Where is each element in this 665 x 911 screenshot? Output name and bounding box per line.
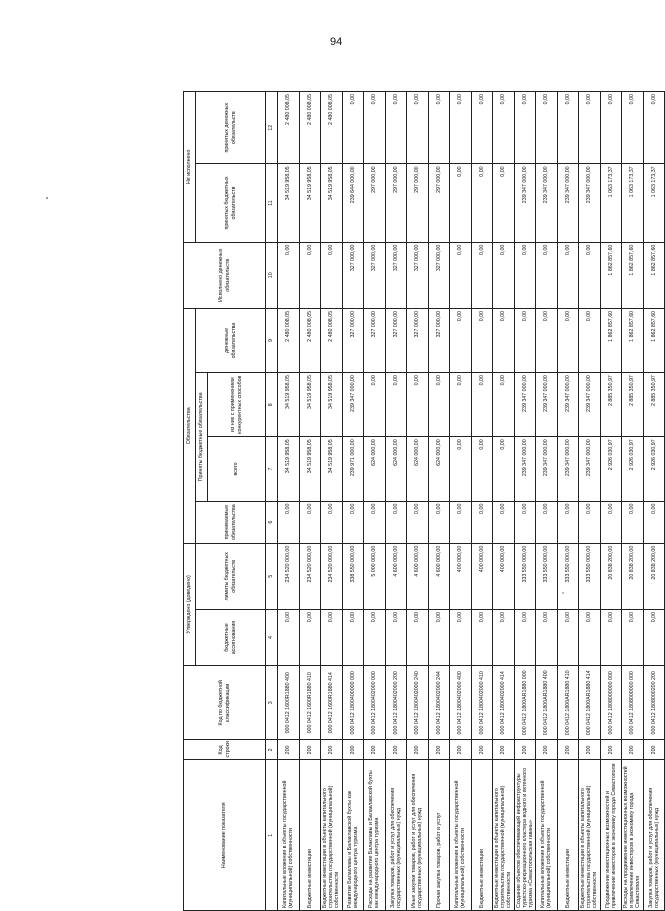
table-row [342,92,364,911]
table-row [299,92,321,911]
row-kbk: 000 0412 1600R1880 410 [299,666,321,740]
header-name: Наименование показателя [184,760,266,911]
header-competitive: из них с применением конкурентных способов [208,373,266,437]
cell-unexec-monetary: 0,00 [557,92,579,164]
cell-accepted-obligations: 0,00 [342,501,364,543]
cell-executed: 327 000,00 [385,242,407,308]
row-code: 200 [299,740,321,760]
row-name: Бюджетные инвестиции [557,760,579,911]
cell-accepted-competitive: 34 519 958,05 [321,373,343,437]
cell-monetary: 327 000,00 [364,308,386,372]
header-budget-code: Код по бюджетной классификации [184,666,266,740]
cell-executed: 0,00 [299,242,321,308]
cell-unexec-monetary: 0,00 [536,92,558,164]
cell-unexec-budget: 34 519 958,05 [299,164,321,242]
cell-accepted-competitive: 0,00 [428,373,450,437]
cell-monetary: 2 480 008,05 [321,308,343,372]
cell-accepted-obligations: 0,00 [622,501,644,543]
scan-speck [46,197,48,199]
col-index: 2 [266,740,278,760]
cell-monetary: 0,00 [514,308,536,372]
cell-executed: 0,00 [536,242,558,308]
cell-accepted-obligations: 0,00 [278,501,300,543]
cell-accepted-total: 624 000,00 [385,437,407,501]
cell-accepted-obligations: 0,00 [493,501,515,543]
cell-accepted-total: 0,00 [471,437,493,501]
row-name: Расходы на продвижение инвестиционных возможностей и привлечение инвесторов в экономику города Севастополя [622,760,644,911]
cell-accepted-obligations: 0,00 [514,501,536,543]
cell-accepted-total: 0,00 [450,437,472,501]
table-row [557,92,579,911]
cell-unexec-monetary: 2 480 008,05 [299,92,321,164]
col-index: 4 [266,609,278,665]
cell-budget-assignments: 0,00 [364,609,386,665]
cell-unexec-monetary: 0,00 [385,92,407,164]
cell-budget-assignments: 0,00 [493,609,515,665]
cell-budget-limits: 333 550 000,00 [536,543,558,609]
row-code: 200 [364,740,386,760]
row-kbk: 000 0412 1800402000 410 [471,666,493,740]
header-total: всего [208,437,266,501]
row-code: 200 [557,740,579,760]
row-code: 200 [321,740,343,760]
cell-budget-assignments: 0,00 [622,609,644,665]
cell-executed: 0,00 [493,242,515,308]
cell-budget-limits: 333 550 000,00 [579,543,601,609]
cell-executed: 327 000,00 [364,242,386,308]
cell-unexec-monetary: 0,00 [450,92,472,164]
header-row-code: Код строки [184,740,266,760]
cell-accepted-competitive: 239 347 000,00 [579,373,601,437]
cell-budget-limits: 333 550 000,00 [557,543,579,609]
row-code: 200 [600,740,622,760]
header-accepted-obligations: принимаемые обязательства [196,501,266,543]
cell-monetary: 327 000,00 [428,308,450,372]
cell-executed: 0,00 [514,242,536,308]
cell-unexec-monetary: 0,00 [428,92,450,164]
cell-accepted-total: 34 519 958,05 [278,437,300,501]
cell-unexec-monetary: 0,00 [579,92,601,164]
cell-executed: 0,00 [557,242,579,308]
cell-accepted-total: 2 926 030,97 [643,437,665,501]
cell-budget-assignments: 0,00 [321,609,343,665]
table-row [493,92,515,911]
cell-accepted-obligations: 0,00 [600,501,622,543]
cell-monetary: 1 862 857,60 [600,308,622,372]
cell-unexec-monetary: 0,00 [471,92,493,164]
cell-accepted-total: 239 971 000,00 [342,437,364,501]
cell-accepted-total: 34 519 958,05 [299,437,321,501]
cell-budget-assignments: 0,00 [299,609,321,665]
cell-budget-assignments: 0,00 [407,609,429,665]
row-kbk: 000 0412 1808000000 000 [600,666,622,740]
cell-accepted-competitive: 34 519 958,05 [278,373,300,437]
header-unexec-budget: принятых бюджетных обязательств [196,164,266,242]
budget-report-table [183,91,665,911]
row-code: 200 [514,740,536,760]
cell-budget-limits: 20 838 200,00 [643,543,665,609]
row-name: Бюджетные инвестиции в объекты капитального строительства государственной (муниципальной) собственности [579,760,601,911]
row-code: 200 [471,740,493,760]
table-row [622,92,644,911]
cell-accepted-obligations: 0,00 [428,501,450,543]
col-index: 3 [266,666,278,740]
cell-accepted-obligations: 0,00 [321,501,343,543]
cell-unexec-budget: 34 519 958,05 [321,164,343,242]
row-code: 200 [428,740,450,760]
cell-accepted-obligations: 0,00 [579,501,601,543]
cell-monetary: 1 862 857,60 [622,308,644,372]
cell-monetary: 2 480 008,05 [299,308,321,372]
cell-budget-assignments: 0,00 [428,609,450,665]
cell-budget-limits: 400 000,00 [493,543,515,609]
row-kbk: 000 0412 1800402000 240 [407,666,429,740]
row-name: Бюджетные инвестиции [471,760,493,911]
row-name: Капитальные вложения в объекты государственной (муниципальной) собственности [450,760,472,911]
cell-unexec-monetary: 0,00 [364,92,386,164]
cell-budget-assignments: 0,00 [471,609,493,665]
row-kbk: 000 0412 1800АR1880 410 [557,666,579,740]
cell-budget-limits: 4 600 000,00 [428,543,450,609]
cell-monetary: 1 862 857,60 [643,308,665,372]
cell-budget-assignments: 0,00 [385,609,407,665]
cell-accepted-competitive: 0,00 [471,373,493,437]
row-kbk: 000 0412 1800402000 414 [493,666,515,740]
row-kbk: 000 0412 1800АR1880 414 [579,666,601,740]
col-index: 10 [266,242,278,308]
cell-unexec-budget: 239 347 000,00 [536,164,558,242]
col-index: 12 [266,92,278,164]
cell-budget-assignments: 0,00 [579,609,601,665]
cell-executed: 0,00 [321,242,343,308]
table-row [536,92,558,911]
cell-accepted-obligations: 0,00 [536,501,558,543]
cell-accepted-total: 624 000,00 [428,437,450,501]
cell-accepted-obligations: 0,00 [450,501,472,543]
table-row [385,92,407,911]
cell-unexec-budget: 239 347 000,00 [514,164,536,242]
cell-monetary: 327 000,00 [407,308,429,372]
cell-unexec-budget: 297 000,00 [364,164,386,242]
rotated-table-container [183,91,660,911]
cell-budget-assignments: 0,00 [643,609,665,665]
row-name: Капитальные вложения в объекты государственной (муниципальной) собственности [536,760,558,911]
row-name: Капитальные вложения в объекты государственной (муниципальной) собственности [278,760,300,911]
cell-budget-assignments: 0,00 [600,609,622,665]
cell-monetary: 0,00 [493,308,515,372]
row-code: 200 [342,740,364,760]
row-kbk: 000 0412 1800402000 244 [428,666,450,740]
cell-budget-assignments: 0,00 [514,609,536,665]
col-index: 1 [266,760,278,911]
cell-budget-assignments: 0,00 [278,609,300,665]
cell-accepted-competitive: 0,00 [364,373,386,437]
cell-budget-assignments: 0,00 [450,609,472,665]
row-name: Создание объектов обеспечивающей инфраструктуры туристско-рекреационного кластера водного и яхтенного туризма «Севастопольская гавань» [514,760,536,911]
cell-accepted-total: 0,00 [493,437,515,501]
row-kbk: 000 0412 1800402000 400 [450,666,472,740]
header-unexec-monetary: принятых денежных обязательств [196,92,266,164]
table-row [321,92,343,911]
cell-accepted-competitive: 2 885 350,97 [600,373,622,437]
cell-budget-limits: 400 000,00 [450,543,472,609]
cell-unexec-monetary: 0,00 [342,92,364,164]
cell-budget-limits: 338 550 000,00 [342,543,364,609]
cell-unexec-budget: 0,00 [471,164,493,242]
cell-accepted-total: 239 347 000,00 [557,437,579,501]
col-index: 11 [266,164,278,242]
table-body [278,92,665,911]
cell-executed: 327 000,00 [342,242,364,308]
table-row [278,92,300,911]
cell-accepted-competitive: 0,00 [407,373,429,437]
cell-unexec-monetary: 0,00 [643,92,665,164]
cell-accepted-total: 239 347 000,00 [579,437,601,501]
row-code: 200 [579,740,601,760]
cell-accepted-competitive: 0,00 [385,373,407,437]
cell-accepted-obligations: 0,00 [407,501,429,543]
cell-budget-assignments: 0,00 [342,609,364,665]
row-name: Расходы на развитие Балаклавы и Балаклавской бухты как международного центра туризма [364,760,386,911]
col-index: 8 [266,373,278,437]
table-row [514,92,536,911]
row-name: Закупка товаров, работ и услуг для обеспечения государственных (муниципальных) нужд [385,760,407,911]
cell-budget-limits: 234 520 000,00 [299,543,321,609]
cell-unexec-budget: 1 063 173,37 [600,164,622,242]
cell-accepted-competitive: 239 347 000,00 [536,373,558,437]
cell-unexec-budget: 297 000,00 [385,164,407,242]
row-code: 200 [385,740,407,760]
cell-unexec-monetary: 2 480 008,05 [278,92,300,164]
row-code: 200 [536,740,558,760]
cell-unexec-budget: 1 063 173,37 [622,164,644,242]
header-not-executed: Не исполнено [184,92,196,243]
table-row [600,92,622,911]
cell-budget-limits: 234 520 000,00 [278,543,300,609]
cell-accepted-obligations: 0,00 [385,501,407,543]
page-number: 94 [330,36,343,48]
row-name: Бюджетные инвестиции в объекты капитального строительства государственной (муниципальной) собственности [321,760,343,911]
cell-monetary: 0,00 [536,308,558,372]
row-name: Прочая закупка товаров, работ и услуг [428,760,450,911]
cell-accepted-competitive: 0,00 [450,373,472,437]
cell-budget-limits: 333 550 000,00 [514,543,536,609]
row-kbk: 000 0412 1800400000 000 [342,666,364,740]
row-name: Бюджетные инвестиции в объекты капитального строительства государственной (муниципальной) собственности [493,760,515,911]
table-row [407,92,429,911]
col-index: 7 [266,437,278,501]
cell-unexec-monetary: 0,00 [407,92,429,164]
cell-unexec-budget: 297 000,00 [428,164,450,242]
cell-unexec-monetary: 0,00 [622,92,644,164]
row-kbk: 000 0412 1800АR1880 000 [514,666,536,740]
cell-accepted-total: 624 000,00 [364,437,386,501]
cell-accepted-competitive: 239 347 000,00 [557,373,579,437]
header-monetary: денежные обязательства [196,308,266,372]
table-row [579,92,601,911]
row-code: 200 [493,740,515,760]
table-row [428,92,450,911]
cell-accepted-competitive: 239 347 000,00 [514,373,536,437]
row-kbk: 000 0412 1800402000 000 [364,666,386,740]
row-name: Бюджетные инвестиции [299,760,321,911]
cell-accepted-total: 239 347 000,00 [536,437,558,501]
cell-unexec-budget: 297 000,00 [407,164,429,242]
cell-budget-limits: 20 838 200,00 [600,543,622,609]
cell-accepted-obligations: 0,00 [364,501,386,543]
cell-accepted-obligations: 0,00 [643,501,665,543]
cell-monetary: 0,00 [450,308,472,372]
cell-monetary: 327 000,00 [385,308,407,372]
cell-budget-limits: 234 520 000,00 [321,543,343,609]
cell-accepted-obligations: 0,00 [299,501,321,543]
table-row [364,92,386,911]
row-code: 200 [643,740,665,760]
cell-executed: 327 000,00 [428,242,450,308]
cell-accepted-total: 34 519 958,05 [321,437,343,501]
cell-accepted-competitive: 239 347 000,00 [342,373,364,437]
header-budget-accepted: Приняты бюджетные обязательства [196,373,208,501]
header-approved: Утверждено (доведено) [184,543,196,665]
cell-budget-limits: 400 000,00 [471,543,493,609]
col-index: 5 [266,543,278,609]
row-name: Иные закупки товаров, работ и услуг для обеспечения государственных (муниципальных) нужд [407,760,429,911]
cell-budget-limits: 4 600 000,00 [407,543,429,609]
cell-accepted-total: 624 000,00 [407,437,429,501]
cell-accepted-competitive: 2 885 350,97 [643,373,665,437]
cell-unexec-monetary: 2 480 008,05 [321,92,343,164]
cell-executed: 1 862 857,60 [600,242,622,308]
cell-monetary: 327 000,00 [342,308,364,372]
cell-executed: 0,00 [450,242,472,308]
cell-accepted-competitive: 0,00 [493,373,515,437]
row-kbk: 000 0412 1800АR1880 400 [536,666,558,740]
row-kbk: 000 0412 1600R1880 414 [321,666,343,740]
cell-executed: 0,00 [579,242,601,308]
cell-budget-limits: 4 600 000,00 [385,543,407,609]
col-index: 6 [266,501,278,543]
cell-accepted-total: 2 926 030,97 [622,437,644,501]
cell-accepted-competitive: 34 519 958,05 [299,373,321,437]
cell-budget-limits: 20 838 200,00 [622,543,644,609]
cell-executed: 0,00 [471,242,493,308]
cell-executed: 327 000,00 [407,242,429,308]
cell-unexec-budget: 239 644 000,00 [342,164,364,242]
row-kbk: 000 0412 1808000200 200 [643,666,665,740]
cell-monetary: 2 480 008,05 [278,308,300,372]
cell-unexec-budget: 1 063 173,37 [643,164,665,242]
row-kbk: 000 0412 1600R1880 400 [278,666,300,740]
row-kbk: 000 0412 1800402000 200 [385,666,407,740]
cell-budget-limits: 5 000 000,00 [364,543,386,609]
row-name: Развитие Балаклавы и Балаклавской бухты как международного центра туризма [342,760,364,911]
row-name: Закупка товаров, работ и услуг для обеспечения государственных (муниципальных) нужд [643,760,665,911]
row-code: 200 [278,740,300,760]
cell-executed: 0,00 [278,242,300,308]
header-budget-limits: лимиты бюджетных обязательств [196,543,266,609]
row-code: 200 [407,740,429,760]
row-code: 200 [450,740,472,760]
cell-accepted-obligations: 0,00 [471,501,493,543]
cell-executed: 1 862 857,60 [643,242,665,308]
cell-budget-assignments: 0,00 [557,609,579,665]
cell-unexec-monetary: 0,00 [600,92,622,164]
table-row [643,92,665,911]
row-name: Продвижение инвестиционных возможностей и привлечение инвесторов в экономику города Севастополя [600,760,622,911]
cell-executed: 1 862 857,60 [622,242,644,308]
header-budget-assignments: бюджетные ассигнования [196,609,266,665]
cell-unexec-budget: 0,00 [450,164,472,242]
cell-unexec-budget: 34 519 958,05 [278,164,300,242]
col-index: 9 [266,308,278,372]
cell-accepted-total: 239 347 000,00 [514,437,536,501]
header-obligations: Обязательства [184,308,196,543]
row-code: 200 [622,740,644,760]
row-kbk: 000 0412 1808000000 000 [622,666,644,740]
cell-unexec-budget: 239 347 000,00 [579,164,601,242]
table-row [450,92,472,911]
cell-unexec-monetary: 0,00 [493,92,515,164]
cell-monetary: 0,00 [471,308,493,372]
cell-budget-assignments: 0,00 [536,609,558,665]
column-index-row [266,92,278,911]
cell-unexec-budget: 239 347 000,00 [557,164,579,242]
cell-accepted-obligations: 0,00 [557,501,579,543]
cell-unexec-monetary: 0,00 [514,92,536,164]
cell-unexec-budget: 0,00 [493,164,515,242]
cell-accepted-competitive: 2 885 350,97 [622,373,644,437]
cell-monetary: 0,00 [557,308,579,372]
table-row [471,92,493,911]
header-executed: Исполнено денежных обязательств [184,242,266,308]
cell-monetary: 0,00 [579,308,601,372]
cell-accepted-total: 2 926 030,97 [600,437,622,501]
